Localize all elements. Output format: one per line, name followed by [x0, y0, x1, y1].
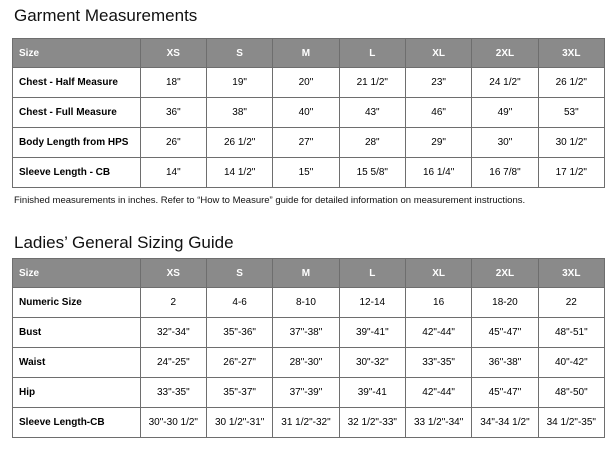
- header-cell-2xl: 2XL: [472, 39, 538, 68]
- row-label: Hip: [13, 378, 141, 408]
- row-label: Numeric Size: [13, 288, 141, 318]
- table-cell: 32 1/2"-33": [339, 408, 405, 438]
- table-cell: 15 5/8": [339, 158, 405, 188]
- header-cell-3xl: 3XL: [538, 259, 604, 288]
- table-cell: 36": [140, 98, 206, 128]
- table-cell: 24 1/2": [472, 68, 538, 98]
- table-cell: 39"-41: [339, 378, 405, 408]
- table-cell: 48"-51": [538, 318, 604, 348]
- table-cell: 45"-47": [472, 318, 538, 348]
- header-cell-m: M: [273, 259, 339, 288]
- table-cell: 53": [538, 98, 604, 128]
- table-cell: 24"-25": [140, 348, 206, 378]
- table-cell: 31 1/2"-32": [273, 408, 339, 438]
- header-cell-s: S: [206, 39, 272, 68]
- table-cell: 23": [405, 68, 471, 98]
- table-cell: 16: [405, 288, 471, 318]
- measurement-note: Finished measurements in inches. Refer to “How to Measure” guide for detailed information on measurement instructions.: [14, 195, 526, 206]
- row-label: Chest - Half Measure: [13, 68, 141, 98]
- table-cell: 17 1/2": [538, 158, 604, 188]
- table-cell: 49": [472, 98, 538, 128]
- table-row: [13, 378, 605, 408]
- table-cell: 16 1/4": [405, 158, 471, 188]
- table-row: [13, 288, 605, 318]
- table-cell: 33 1/2"-34": [405, 408, 471, 438]
- row-label: Sleeve Length-CB: [13, 408, 141, 438]
- row-label: Bust: [13, 318, 141, 348]
- table-cell: 18-20: [472, 288, 538, 318]
- row-label: Chest - Full Measure: [13, 98, 141, 128]
- header-cell-size: Size: [13, 259, 141, 288]
- table-cell: 34"-34 1/2": [472, 408, 538, 438]
- header-cell-l: L: [339, 259, 405, 288]
- header-cell-2xl: 2XL: [472, 259, 538, 288]
- table-cell: 30"-32": [339, 348, 405, 378]
- table-cell: 38": [206, 98, 272, 128]
- table-cell: 26"-27": [206, 348, 272, 378]
- table-cell: 40": [273, 98, 339, 128]
- table-cell: 34 1/2"-35": [538, 408, 604, 438]
- table-cell: 19": [206, 68, 272, 98]
- table-cell: 30 1/2": [538, 128, 604, 158]
- table-cell: 28"-30": [273, 348, 339, 378]
- table-header-row: [13, 259, 605, 288]
- table-cell: 18": [140, 68, 206, 98]
- table-cell: 43": [339, 98, 405, 128]
- header-cell-xl: XL: [405, 39, 471, 68]
- header-cell-xl: XL: [405, 259, 471, 288]
- table-cell: 30 1/2"-31": [206, 408, 272, 438]
- table-row: [13, 128, 605, 158]
- table-cell: 29": [405, 128, 471, 158]
- table-cell: 42"-44": [405, 318, 471, 348]
- table-row: [13, 318, 605, 348]
- table-cell: 36"-38": [472, 348, 538, 378]
- table-cell: 2: [140, 288, 206, 318]
- table-row: [13, 348, 605, 378]
- table-cell: 37"-39": [273, 378, 339, 408]
- table-cell: 48"-50": [538, 378, 604, 408]
- row-label: Body Length from HPS: [13, 128, 141, 158]
- header-cell-m: M: [273, 39, 339, 68]
- table-cell: 39"-41": [339, 318, 405, 348]
- table-cell: 45"-47": [472, 378, 538, 408]
- table-cell: 20": [273, 68, 339, 98]
- table-cell: 8-10: [273, 288, 339, 318]
- header-cell-l: L: [339, 39, 405, 68]
- table-cell: 42"-44": [405, 378, 471, 408]
- table-cell: 27": [273, 128, 339, 158]
- table-row: [13, 68, 605, 98]
- table-cell: 40"-42": [538, 348, 604, 378]
- table-cell: 30": [472, 128, 538, 158]
- table-row: [13, 408, 605, 438]
- table-cell: 26": [140, 128, 206, 158]
- garment-measurements-table: [12, 38, 605, 188]
- table-cell: 35"-37": [206, 378, 272, 408]
- header-cell-3xl: 3XL: [538, 39, 604, 68]
- table-cell: 35"-36": [206, 318, 272, 348]
- ladies-sizing-table: [12, 258, 605, 438]
- table-cell: 33"-35": [140, 378, 206, 408]
- row-label: Sleeve Length - CB: [13, 158, 141, 188]
- table-cell: 21 1/2": [339, 68, 405, 98]
- table-cell: 26 1/2": [538, 68, 604, 98]
- table-cell: 37"-38": [273, 318, 339, 348]
- table-cell: 30"-30 1/2": [140, 408, 206, 438]
- row-label: Waist: [13, 348, 141, 378]
- table-cell: 14": [140, 158, 206, 188]
- table-cell: 15": [273, 158, 339, 188]
- table-cell: 26 1/2": [206, 128, 272, 158]
- garment-measurements-title: Garment Measurements: [14, 6, 198, 25]
- header-cell-xs: XS: [140, 39, 206, 68]
- table-cell: 32"-34": [140, 318, 206, 348]
- table-row: [13, 158, 605, 188]
- header-cell-xs: XS: [140, 259, 206, 288]
- table-row: [13, 98, 605, 128]
- table-cell: 14 1/2": [206, 158, 272, 188]
- table-cell: 4-6: [206, 288, 272, 318]
- ladies-sizing-guide-title: Ladies’ General Sizing Guide: [14, 233, 234, 252]
- table-cell: 33"-35": [405, 348, 471, 378]
- table-header-row: [13, 39, 605, 68]
- table-cell: 12-14: [339, 288, 405, 318]
- header-cell-s: S: [206, 259, 272, 288]
- table-cell: 22: [538, 288, 604, 318]
- table-cell: 46": [405, 98, 471, 128]
- table-cell: 16 7/8": [472, 158, 538, 188]
- header-cell-size: Size: [13, 39, 141, 68]
- table-cell: 28": [339, 128, 405, 158]
